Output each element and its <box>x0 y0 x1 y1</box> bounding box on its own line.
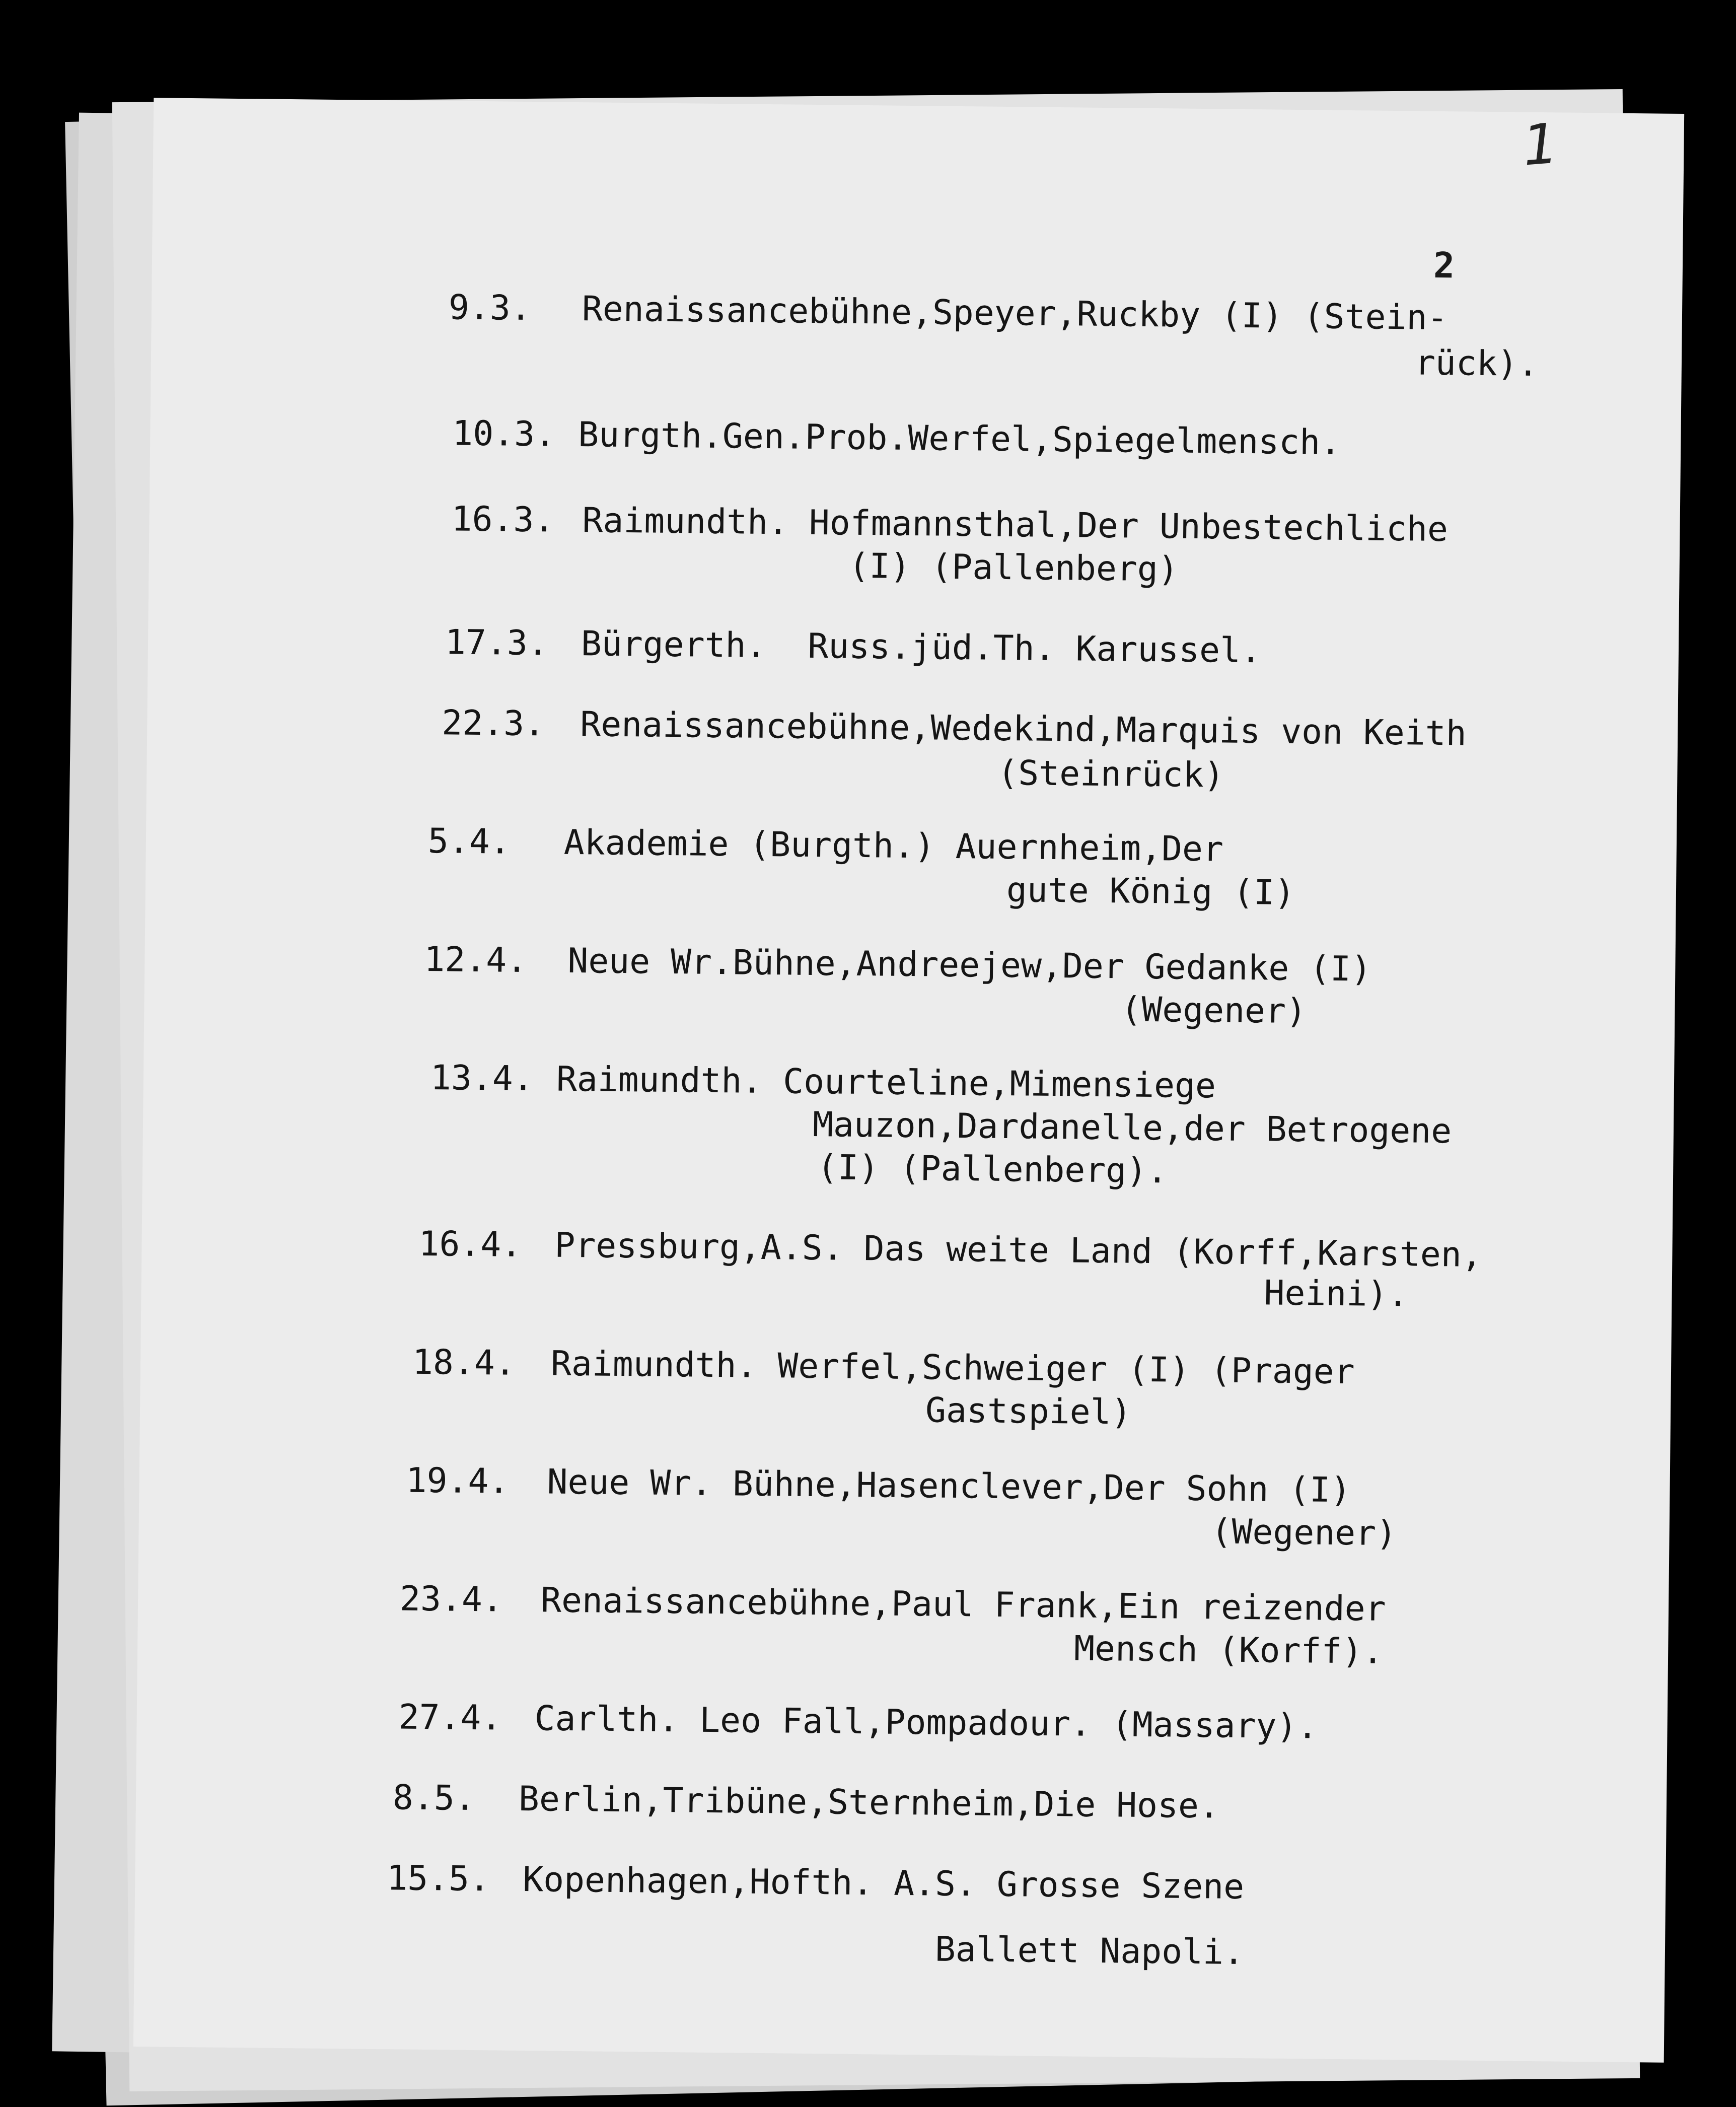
entry-line: Burgth.Gen.Prob.Werfel,Spiegelmensch. <box>577 415 1341 463</box>
entry-date: 16.3. <box>451 499 555 540</box>
entry-date: 19.4. <box>406 1460 510 1502</box>
list-item <box>147 699 1618 826</box>
entry-line: Raimundth. Werfel,Schweiger (I) (Prager <box>550 1344 1355 1392</box>
list-item <box>134 1855 1605 1982</box>
entry-date: 15.5. <box>386 1858 490 1900</box>
list-item <box>137 1576 1608 1702</box>
entry-line: (I) (Pallenberg) <box>848 546 1179 590</box>
list-item <box>142 1055 1614 1191</box>
entry-line: Renaissancebühne,Speyer,Ruckby (I) (Stein- <box>582 289 1448 338</box>
entry-date: 5.4. <box>427 821 511 862</box>
entry-line: Bürgerth. Russ.jüd.Th. Karussel. <box>581 624 1262 671</box>
typed-page-number: 2 <box>1433 244 1455 287</box>
entry-line: Pressburg,A.S. Das weite Land (Korff,Karsten, <box>554 1225 1483 1275</box>
entry-line: Raimundth. Hofmannsthal,Der Unbestechliche <box>582 501 1449 550</box>
entry-date: 22.3. <box>441 703 545 744</box>
handwritten-page-number: 1 <box>1520 111 1561 178</box>
entry-line: Berlin,Tribüne,Sternheim,Die Hose. <box>518 1779 1220 1827</box>
entry-date: 10.3. <box>452 413 556 455</box>
entry-date: 8.5. <box>392 1778 476 1819</box>
entry-date: 12.4. <box>424 939 528 981</box>
entry-line: Kopenhagen,Hofth. A.S. Grosse Szene <box>522 1860 1245 1908</box>
entry-date: 23.4. <box>399 1579 503 1620</box>
entry-line: Raimundth. Courteline,Mimensiege <box>556 1059 1216 1106</box>
list-item <box>139 1339 1611 1465</box>
entry-date: 27.4. <box>398 1697 502 1738</box>
entry-line: rück). <box>1414 343 1539 385</box>
entry-line: Renaissancebühne,Wedekind,Marquis von Keith <box>580 705 1467 754</box>
entry-line: (Steinrück) <box>997 753 1225 796</box>
list-item <box>145 818 1616 944</box>
entry-line: Mensch (Korff). <box>1073 1629 1384 1672</box>
typed-page <box>133 98 1684 2063</box>
list-item <box>141 1221 1612 1347</box>
entry-line: Akademie (Burgth.) Auernheim,Der <box>563 822 1224 870</box>
entry-date: 13.4. <box>430 1058 534 1099</box>
entry-date: 16.4. <box>418 1224 522 1265</box>
list-item <box>138 1457 1610 1584</box>
entry-line: Heini). <box>1264 1273 1409 1315</box>
entry-line: Renaissancebühne,Paul Frank,Ein reizender <box>540 1580 1386 1629</box>
entry-line: Carlth. Leo Fall,Pompadour. (Massary). <box>534 1699 1318 1747</box>
entry-date: 9.3. <box>448 288 532 329</box>
entry-line: (I) (Pallenberg). <box>817 1148 1168 1191</box>
list-item <box>149 496 1620 622</box>
list-item <box>144 936 1615 1063</box>
entry-date: 18.4. <box>412 1342 516 1383</box>
entry-line: Ballett Napoli. <box>934 1929 1245 1973</box>
entry-line: Neue Wr.Bühne,Andreejew,Der Gedanke (I) <box>567 941 1372 990</box>
list-item <box>151 284 1622 410</box>
entry-line: (Wegener) <box>1211 1512 1397 1554</box>
entry-line: Neue Wr. Bühne,Hasenclever,Der Sohn (I) <box>547 1462 1351 1511</box>
entry-line: Mauzon,Dardanelle,der Betrogene <box>812 1105 1452 1152</box>
entry-line: gute König (I) <box>1006 870 1295 914</box>
entry-line: Gastspiel) <box>925 1390 1132 1433</box>
entry-date: 17.3. <box>445 622 549 664</box>
entry-line: (Wegener) <box>1121 990 1307 1032</box>
